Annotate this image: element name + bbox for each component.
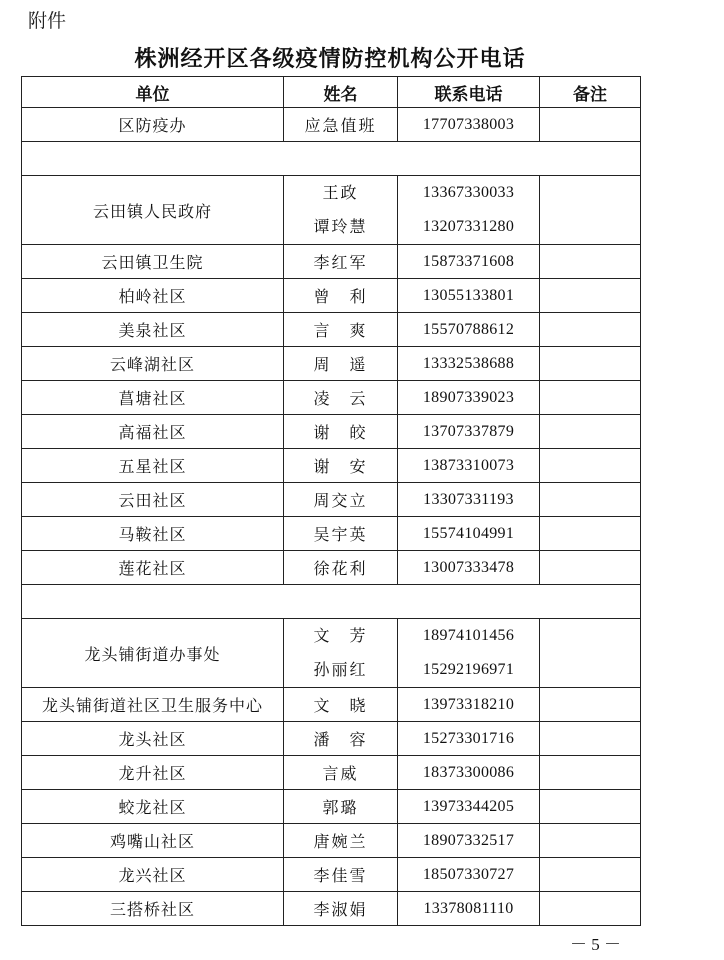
note-cell xyxy=(540,347,641,381)
name-cell: 吴宇英 xyxy=(284,517,398,551)
note-cell xyxy=(540,279,641,313)
phone-cell: 17707338003 xyxy=(398,108,540,142)
note-cell xyxy=(540,483,641,517)
name-cell: 李佳雪 xyxy=(284,858,398,892)
unit-cell: 三搭桥社区 xyxy=(22,892,284,926)
unit-cell: 区防疫办 xyxy=(22,108,284,142)
table-row xyxy=(22,245,641,279)
table-row xyxy=(22,551,641,585)
unit-cell: 云峰湖社区 xyxy=(22,347,284,381)
header-unit: 单位 xyxy=(22,77,284,108)
name-cell: 应急值班 xyxy=(284,108,398,142)
name-cell: 言威 xyxy=(284,756,398,790)
header-phone: 联系电话 xyxy=(398,77,540,108)
name-cell: 徐花利 xyxy=(284,551,398,585)
page-title: 株洲经开区各级疫情防控机构公开电话 xyxy=(134,47,526,72)
name-cell: 谢 皎 xyxy=(284,415,398,449)
note-cell xyxy=(540,858,641,892)
unit-cell: 马鞍社区 xyxy=(22,517,284,551)
name-cell: 郭璐 xyxy=(284,790,398,824)
table-row xyxy=(22,449,641,483)
phone-cell: 18507330727 xyxy=(398,858,540,892)
note-cell xyxy=(540,313,641,347)
unit-cell: 云田镇人民政府 xyxy=(22,176,284,245)
table-row xyxy=(22,619,641,688)
note-cell xyxy=(540,108,641,142)
header-name: 姓名 xyxy=(284,77,398,108)
note-cell xyxy=(540,176,641,245)
table-row xyxy=(22,517,641,551)
name-cell xyxy=(284,619,398,688)
name-line: 文 芳 xyxy=(313,626,368,645)
note-cell xyxy=(540,381,641,415)
name-cell: 李淑娟 xyxy=(284,892,398,926)
phone-cell: 13332538688 xyxy=(398,347,540,381)
note-cell xyxy=(540,245,641,279)
unit-cell: 蛟龙社区 xyxy=(22,790,284,824)
unit-cell: 高福社区 xyxy=(22,415,284,449)
phone-line: 15292196971 xyxy=(422,661,515,678)
name-cell: 文 晓 xyxy=(284,688,398,722)
name-cell: 周 遥 xyxy=(284,347,398,381)
phone-cell xyxy=(398,176,540,245)
note-cell xyxy=(540,790,641,824)
unit-cell: 龙升社区 xyxy=(22,756,284,790)
name-line: 孙丽红 xyxy=(313,660,368,679)
phone-cell: 13707337879 xyxy=(398,415,540,449)
note-cell xyxy=(540,722,641,756)
name-cell: 潘 容 xyxy=(284,722,398,756)
phone-cell: 13973344205 xyxy=(398,790,540,824)
name-cell: 周交立 xyxy=(284,483,398,517)
phone-cell: 15570788612 xyxy=(398,313,540,347)
unit-cell: 美泉社区 xyxy=(22,313,284,347)
table-row xyxy=(22,313,641,347)
note-cell xyxy=(540,824,641,858)
phone-cell: 13378081110 xyxy=(398,892,540,926)
attachment-label: 附件 xyxy=(28,10,67,32)
table-row xyxy=(22,279,641,313)
note-cell xyxy=(540,449,641,483)
name-cell xyxy=(284,176,398,245)
unit-cell: 菖塘社区 xyxy=(22,381,284,415)
phone-cell: 15273301716 xyxy=(398,722,540,756)
phone-cell: 13007333478 xyxy=(398,551,540,585)
note-cell xyxy=(540,517,641,551)
unit-cell: 莲花社区 xyxy=(22,551,284,585)
unit-cell: 鸡嘴山社区 xyxy=(22,824,284,858)
table-row xyxy=(22,892,641,926)
note-cell xyxy=(540,892,641,926)
table-row xyxy=(22,108,641,142)
header-note: 备注 xyxy=(540,77,641,108)
phone-line: 13367330033 xyxy=(422,184,515,201)
unit-cell: 龙头社区 xyxy=(22,722,284,756)
name-cell: 凌 云 xyxy=(284,381,398,415)
table-row xyxy=(22,756,641,790)
name-cell: 谢 安 xyxy=(284,449,398,483)
section-divider-cell xyxy=(22,142,641,176)
unit-cell: 龙兴社区 xyxy=(22,858,284,892)
phone-cell: 18907332517 xyxy=(398,824,540,858)
name-cell: 唐婉兰 xyxy=(284,824,398,858)
section-divider-cell xyxy=(22,585,641,619)
phone-line: 18974101456 xyxy=(422,627,515,644)
note-cell xyxy=(540,688,641,722)
phone-cell: 18373300086 xyxy=(398,756,540,790)
note-cell xyxy=(540,415,641,449)
phone-cell xyxy=(398,619,540,688)
note-cell xyxy=(540,756,641,790)
table-row xyxy=(22,688,641,722)
phone-line: 13207331280 xyxy=(422,218,515,235)
name-line: 王政 xyxy=(322,183,359,202)
table-row xyxy=(22,347,641,381)
phone-cell: 15873371608 xyxy=(398,245,540,279)
note-cell xyxy=(540,619,641,688)
unit-cell: 五星社区 xyxy=(22,449,284,483)
section-divider-row xyxy=(22,585,641,619)
phone-cell: 13055133801 xyxy=(398,279,540,313)
phone-cell: 15574104991 xyxy=(398,517,540,551)
name-cell: 曾 利 xyxy=(284,279,398,313)
name-cell: 李红军 xyxy=(284,245,398,279)
table-row xyxy=(22,790,641,824)
unit-cell: 柏岭社区 xyxy=(22,279,284,313)
phone-cell: 13973318210 xyxy=(398,688,540,722)
table-row xyxy=(22,381,641,415)
section-divider-row xyxy=(22,142,641,176)
table-row xyxy=(22,483,641,517)
contacts-table xyxy=(21,76,641,926)
table-row xyxy=(22,824,641,858)
table-header-row xyxy=(22,77,641,108)
unit-cell: 云田社区 xyxy=(22,483,284,517)
page-number: － 5 － xyxy=(570,935,621,954)
unit-cell: 龙头铺街道办事处 xyxy=(22,619,284,688)
table-row xyxy=(22,858,641,892)
table-row xyxy=(22,722,641,756)
table-row xyxy=(22,415,641,449)
table-row xyxy=(22,176,641,245)
phone-cell: 18907339023 xyxy=(398,381,540,415)
note-cell xyxy=(540,551,641,585)
phone-cell: 13873310073 xyxy=(398,449,540,483)
phone-cell: 13307331193 xyxy=(398,483,540,517)
name-line: 谭玲慧 xyxy=(313,217,368,236)
name-cell: 言 爽 xyxy=(284,313,398,347)
unit-cell: 云田镇卫生院 xyxy=(22,245,284,279)
unit-cell: 龙头铺街道社区卫生服务中心 xyxy=(22,688,284,722)
